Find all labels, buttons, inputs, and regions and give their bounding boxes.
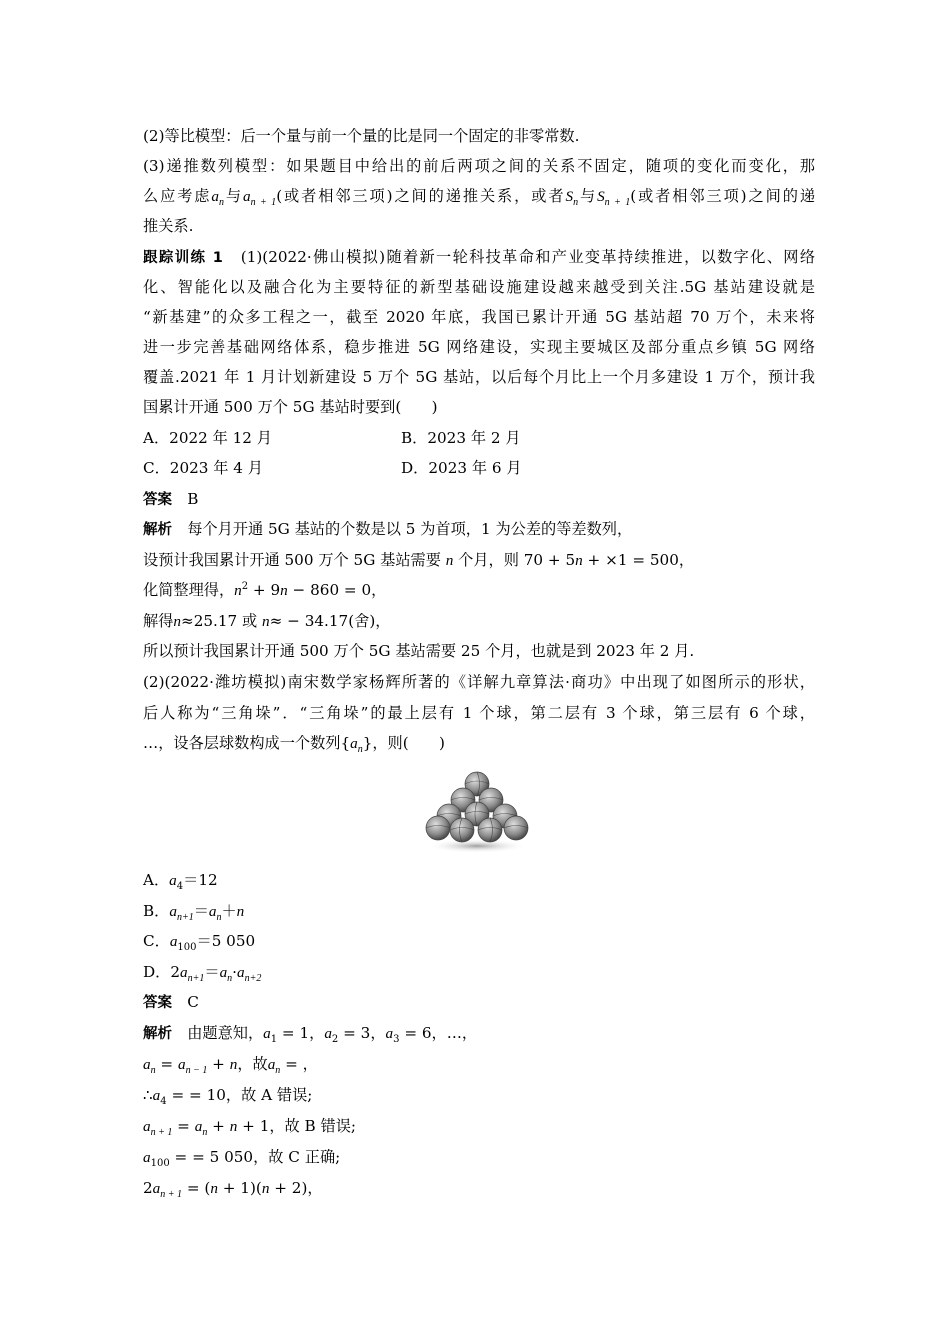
option-b: B．2023 年 2 月 <box>401 429 521 447</box>
analysis-2-line-1: 解析 由题意知，$a_1 = 1$，$a_2 = 3$，$a_3 = 6$，…， <box>143 1024 478 1046</box>
exercise-2-line-2: 后人称为“三角垛”．“三角垛”的最上层有 1 个球，第二层有 3 个球，第三层有 6 个球， <box>143 704 815 722</box>
recursive-model-line-2: 么应考虑$a_n$与$a_{n + 1}$(或者相邻三项)之间的递推关系，或者$S_n$与$S_{n + 1}$(或者相邻三项)之间的递 <box>143 187 816 209</box>
geometric-model-text: (2)等比模型：后一个量与前一个量的比是同一个固定的非零常数. <box>143 127 580 145</box>
analysis-2-line-5: $a_{100}$ = = 5 050，故 C 正确; <box>143 1148 341 1170</box>
analysis-1-line-1: 解析 每个月开通 5G 基站的个数是以 5 为首项，1 为公差的等差数列， <box>143 520 633 538</box>
answer-1: 答案 B <box>143 490 199 508</box>
option-a-2: A．$a_4=12$ <box>143 871 218 893</box>
analysis-1-line-3: 化简整理得，$n^2 + 9n - 860 = 0$， <box>143 580 387 599</box>
analysis-2-line-6: $2a_{n + 1} = (n + 1)(n + 2)$， <box>143 1179 323 1201</box>
analysis-1-line-4: 解得n≈25.17 或 n≈ − 34.17(舍)， <box>143 612 391 630</box>
answer-2: 答案 C <box>143 993 199 1011</box>
recursive-model-line-3: 推关系. <box>143 217 194 235</box>
exercise-1-line-5: 覆盖.2021 年 1 月计划新建设 5 万个 5G 基站，以后每个月比上一个月多建设 1 万个，预计我 <box>143 368 815 386</box>
recursive-model-line-1: (3)递推数列模型：如果题目中给出的前后两项之间的关系不固定，随项的变化而变化，那 <box>143 157 815 175</box>
analysis-2-line-4: $a_{n + 1} = a_n + n + 1$，故 B 错误; <box>143 1117 357 1139</box>
option-d: D．2023 年 6 月 <box>401 459 522 477</box>
exercise-1-line-3: “新基建”的众多工程之一，截至 2020 年底，我国已累计开通 5G 基站超 70 万个，未来将 <box>143 308 815 326</box>
analysis-1-line-5: 所以预计我国累计开通 500 万个 5G 基站需要 25 个月，也就是到 2023 年 2 月. <box>143 642 695 660</box>
exercise-1-line-6: 国累计开通 500 万个 5G 基站时要到( ) <box>143 398 438 416</box>
analysis-1-line-2: 设预计我国累计开通 500 万个 5G 基站需要 n 个月，则 70 + 5n + ×1 = 500， <box>143 551 695 569</box>
option-d-2: D．$2a_{n+1}=a_n\cdot a_{n+2}$ <box>143 963 262 985</box>
option-a: A．2022 年 12 月 <box>143 429 272 447</box>
exercise-1-line-1: 跟踪训练 1 (1)(2022·佛山模拟)随着新一轮科技革命和产业变革持续推进，以数字化、网络 <box>143 248 816 266</box>
option-row-cd <box>143 458 522 478</box>
exercise-1-line-4: 进一步完善基础网络体系，稳步推进 5G 网络建设，实现主要城区及部分重点乡镇 5G 网络 <box>143 338 815 356</box>
triangular-pile-image <box>424 770 530 854</box>
exercise-label: 跟踪训练 1 <box>143 250 223 266</box>
exercise-1-line-2: 化、智能化以及融合化为主要特征的新型基础设施建设越来越受到关注.5G 基站建设就是 <box>143 278 815 296</box>
option-c: C．2023 年 4 月 <box>143 459 263 477</box>
option-row-ab <box>143 428 521 448</box>
analysis-2-line-2: $a_n = a_{n - 1} + n$，故$a_n$ = ， <box>143 1055 318 1077</box>
analysis-2-line-3: $\therefore a_4$ = = 10，故 A 错误; <box>143 1086 313 1108</box>
option-b-2: B．$a_{n+1}=a_n+n$ <box>143 902 245 924</box>
exercise-2-line-1: (2)(2022·潍坊模拟)南宋数学家杨辉所著的《详解九章算法·商功》中出现了如图所示的形状， <box>143 673 815 691</box>
option-c-2: C．$a_{100}=5$ 050 <box>143 932 256 954</box>
exercise-2-line-3: …，设各层球数构成一个数列$\{a_n\}$，则( ) <box>143 734 445 756</box>
